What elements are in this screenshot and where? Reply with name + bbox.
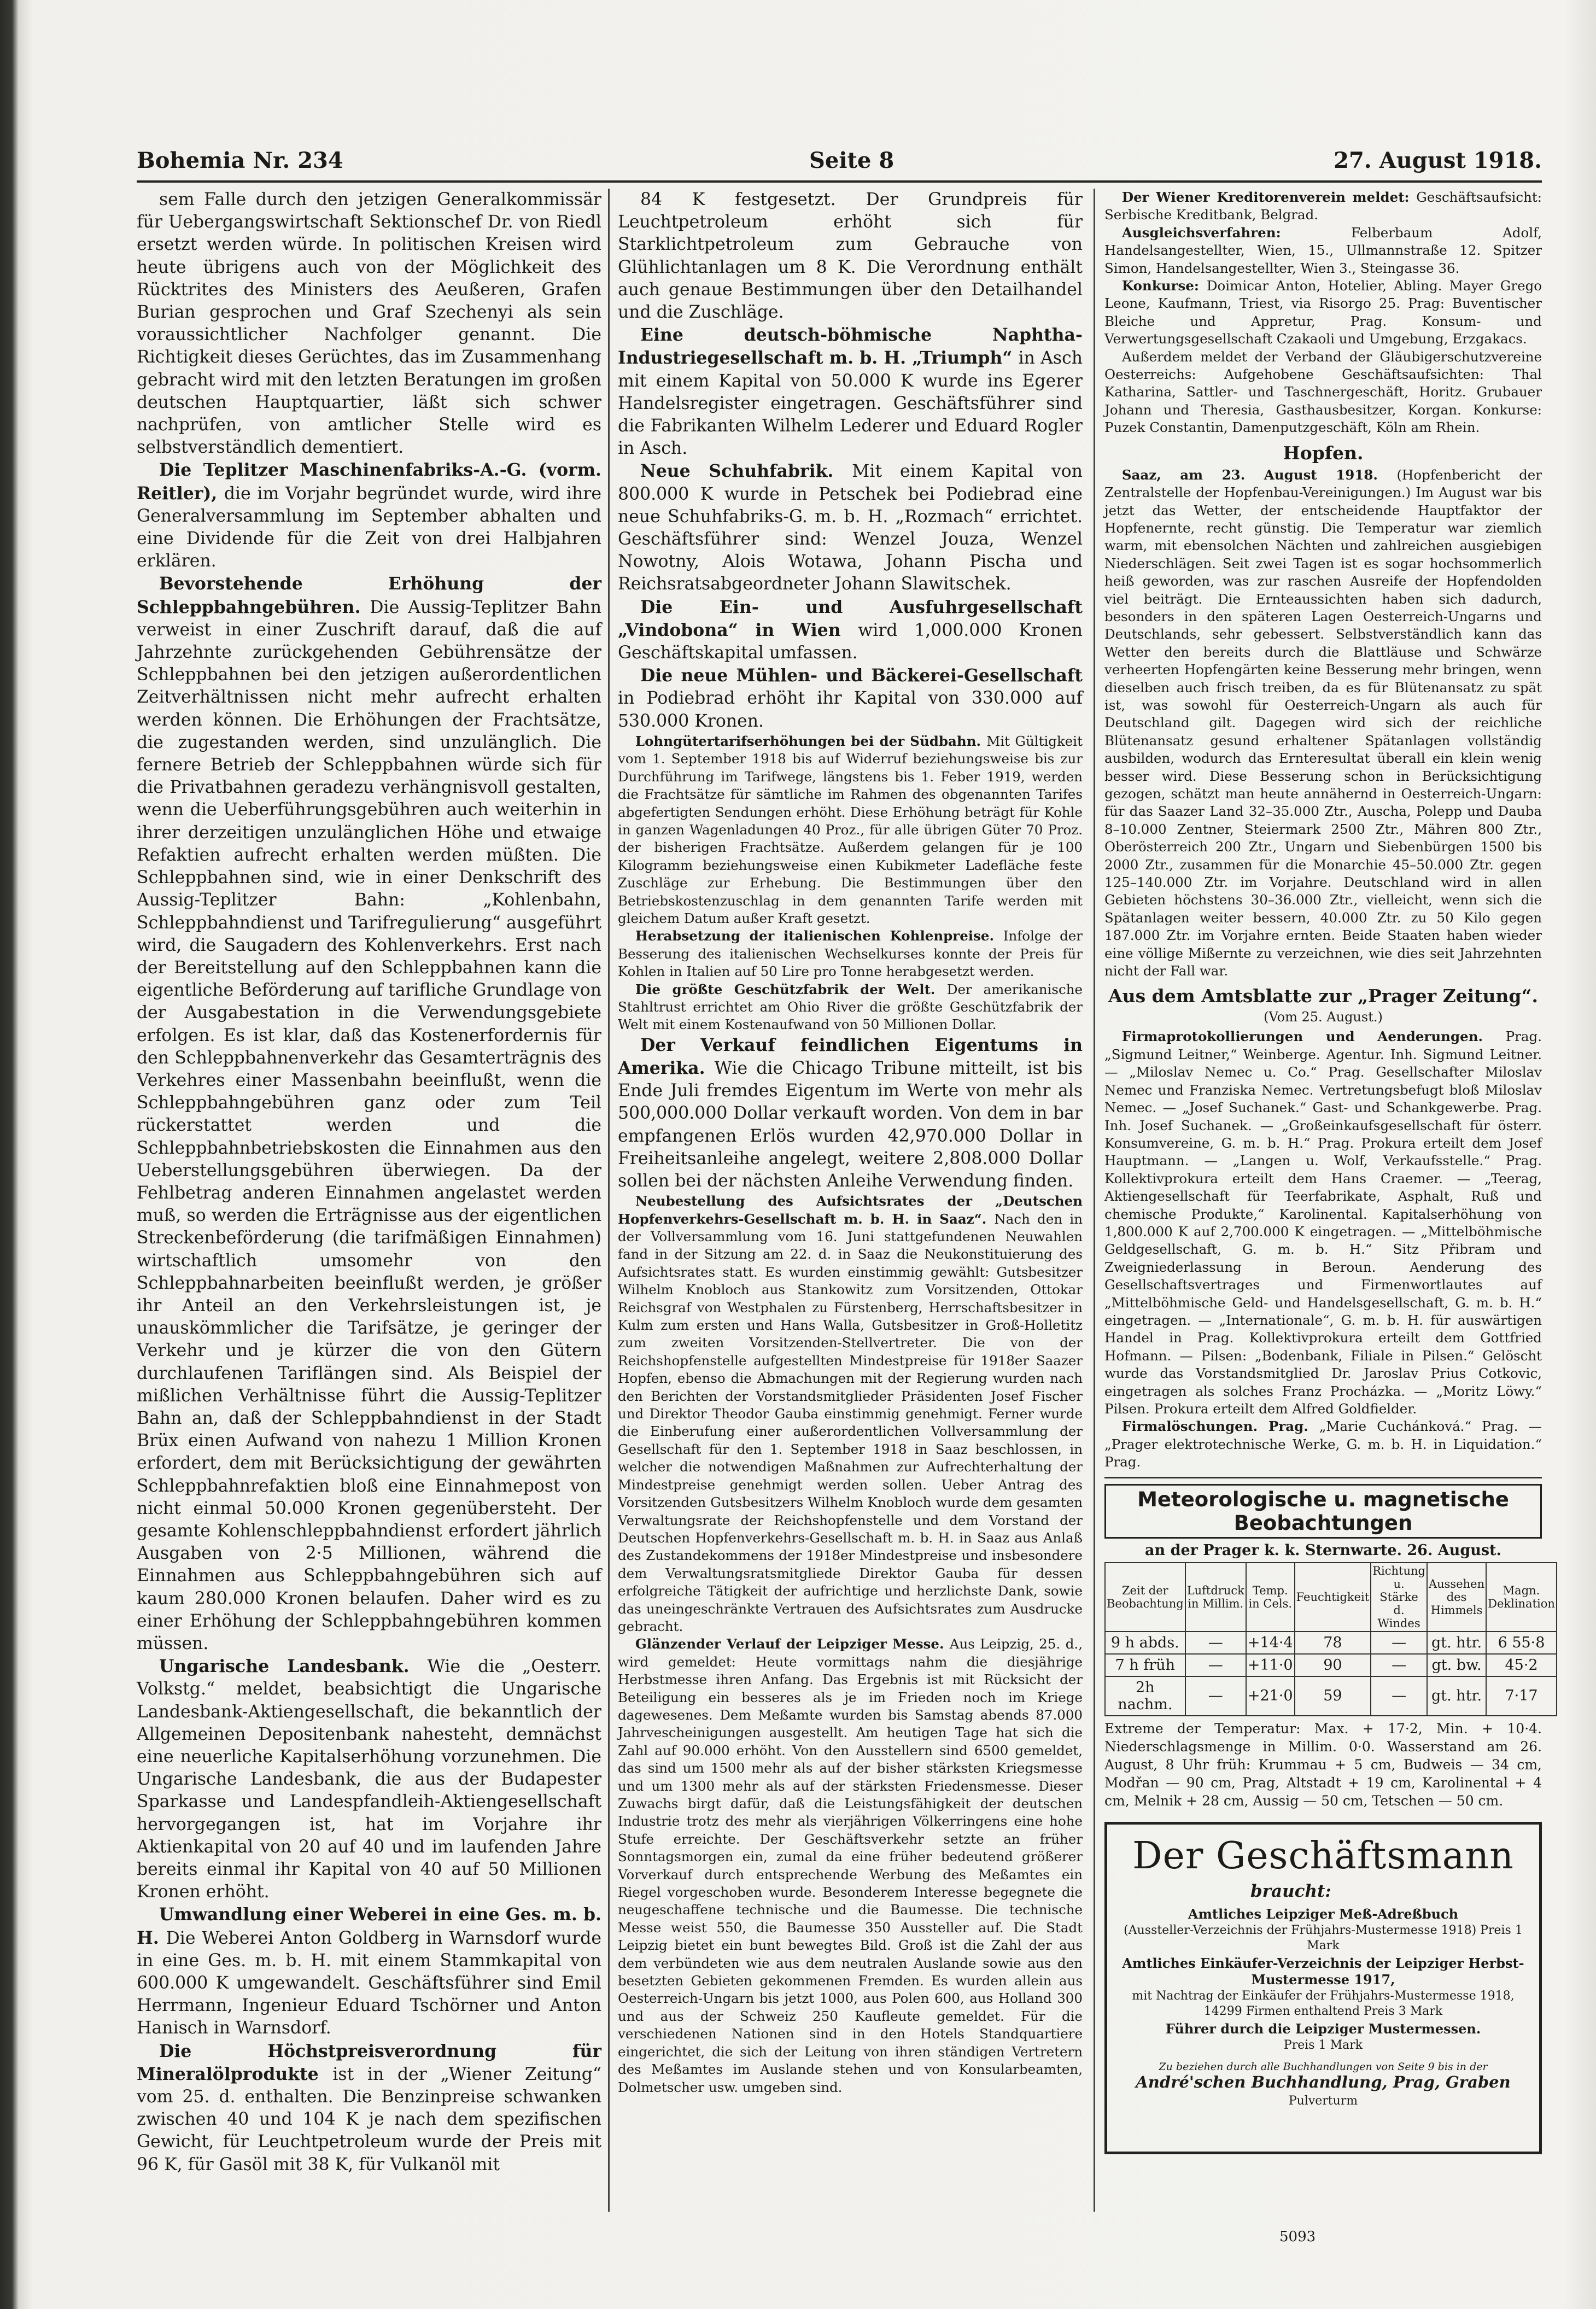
ad-subtitle: braucht: [1250,1881,1331,1901]
article-text: Die Weberei Anton Goldberg in Warnsdorf wurde in eine Ges. m. b. H. mit einem Stammkapital von 600.000 K umgewandelt. Geschäftsführer sind Emil Herrmann, Ingenieur Eduard Tschörner und Anton Hanisch in Warnsdorf. [137,1928,601,2038]
article-text: die im Vorjahr begründet wurde, wird ihre Generalversammlung im September abhalten und eine Dividende für die Zeit von drei Halbjahren erklären. [137,483,601,571]
header-date: 27. August 1918. [1334,148,1542,173]
article-text: Wie die Chicago Tribune mitteilt, ist bis Ende Juli fremdes Eigentum im Werte von mehr als 500,000.000 Dollar verkauft worden. Von dem in bar empfangenen Erlös wurden 42,970.000 Dollar in Freiheitsanleihe angelegt, weitere 2,808.000 Dollar sollen bei der nächsten Anleihe Verwendung finden. [618,1058,1083,1191]
ad-item [1119,1907,1527,1954]
section-subheading: (Vom 25. August.) [1264,1009,1383,1025]
column-rule [608,189,610,2212]
article-text: Nach den in der Vollversammlung vom 16. Juni stattgefundenen Neuwahlen fand in der Sitzung am 22. d. in Saaz die Neukonstituierung des Aufsichtsrates statt. Es wurden einstimmig gewählt: Gutsbesitzer Wilhelm Knobloch aus Stankowitz zum Vorsitzenden, Ottokar Reichsgraf von Westphalen zu Fürstenberg, Herrschaftsbesitzer in Kulm zum ersten und Hans Walla, Gutsbesitzer in Groß-Holletitz zum zweiten Vorsitzenden-Stellvertreter. Die von der Reichshopfenstelle aufgestellten Mindestpreise für 1918er Saazer Hopfen, ebenso die Abmachungen mit der Regierung wurden nach den Berichten der Vorstandsmitglieder Präsidenten Josef Fischer und Direktor Theodor Gauba einstimmig genehmigt. Ferner wurde die Einberufung einer außerordentlichen Vollversammlung der Gesellschaft für den 1. September 1918 in Saaz beschlossen, in welcher die notwendigen Maßnahmen zur Aufrechterhaltung der Mindestpreise genehmigt werden sollen. Ueber Antrag des Vorsitzenden Gutsbesitzers Wilhelm Knobloch wurde dem gesamten Verwaltungsrate der Reichshopfenstelle und dem Vorstand der Deutschen Hopfenverkehrs-Gesellschaft m. b. H. in Saaz aus Anlaß des Zustandekommens der 1918er Mindestpreise und insbesondere dem Verwaltungsratsmitgliede Direktor Gauba für dessen erfolgreiche Tätigkeit der aufrichtige und herzlichste Dank, sowie das uneingeschränkte Vertrauen des Aufsichtsrates zum Ausdrucke gebracht. [618,1211,1083,1634]
article-headline: Die größte Geschützfabrik der Welt. [635,981,947,997]
meteo-subtitle: an der Prager k. k. Sternwarte. 26. August. [1145,1541,1501,1559]
column-3-articles [1104,189,1542,1471]
meteo-cell: — [1371,1654,1427,1676]
article-headline: Firmaprotokollierungen und Aenderungen. [1121,1028,1506,1045]
ad-item-detail: mit Nachtrag der Einkäufer der Frühjahrs-Mustermesse 1918, 14299 Firmen enthaltend Preis 3 Mark [1132,1989,1515,2018]
article-headline: Ausgleichsverfahren: [1121,224,1352,241]
ad-item-detail: (Aussteller-Verzeichnis der Frühjahrs-Mustermesse 1918) Preis 1 Mark [1124,1923,1523,1953]
meteo-cell: 45·2 [1486,1654,1557,1676]
article-headline: Konkurse: [1121,278,1207,294]
ad-item [1119,1956,1527,2019]
header-page: Seite 8 [809,148,895,173]
article-headline: Herabsetzung der italienischen Kohlenpreise. [635,928,1003,944]
meteo-cell: — [1371,1676,1427,1716]
meteo-header-cell: Luftdruck in Millim. [1185,1563,1246,1632]
header-issue: Bohemia Nr. 234 [137,148,343,173]
article-text: 84 K festgesetzt. Der Grundpreis für Leuchtpetroleum erhöht sich für Starklichtpetroleum zum Gebrauche von Glühlichtanlagen um 8 K. Die Verordnung enthält auch genaue Bestimmungen über den Detailhandel und die Zuschläge. [618,190,1083,323]
article-text: Geschäftsaufsicht: Serbische Kreditbank, Belgrad. [1104,189,1542,223]
article-text: Felberbaum Adolf, Handelsangestellter, Wien, 15., Ullmannstraße 12. Spitzer Simon, Handelsangestellter, Wien 3., Steingasse 36. [1104,224,1542,276]
article-paragraph [618,981,1083,1034]
article-paragraph [137,1655,601,1903]
meteo-note: Extreme der Temperatur: Max. + 17·2, Min. + 10·4. Niederschlagsmenge in Millim. 0·0. Wasserstand am 26. August, 8 Uhr früh: Krummau + 5 cm, Budweis — 34 cm, Modřan — 90 cm, Prag, Altstadt + 19 cm, Karolinental + 4 cm, Melnik + 28 cm, Aussig — 50 cm, Tetschen — 50 cm. [1104,1720,1542,1809]
article-text: Aus Leipzig, 25. d., wird gemeldet: Heute vormittags nahm die diesjährige Herbstmesse ihren Anfang. Das Ergebnis ist mit Rücksicht der Beteiligung ein besseres als je im Frieden noch im Kriege dagewesenes. Dem Meßamte wurden bis Samstag abends 87.000 Jahrvescheinigungen ausgestellt. Am heutigen Tage hat sich die Zahl auf 90.000 erhöht. Von den Ausstellern sind 6500 gemeldet, das sind um 1500 mehr als auf der bisher stärksten Kriegsmesse und um 1300 mehr als auf der stärksten Friedensmesse. Dieser Zuwachs birgt dafür, daß die Leistungsfähigkeit der deutschen Industrie trotz des mehr als vierjährigen Völkerringens eine hohe Stufe erreichte. Der Geschäftsverkehr setzte an früher Sonntagsmorgen ein, zumal da eine früher bedeutend größerer Vorverkauf durch entsprechende Werbung des Meßamtes ein Riegel vorgeschoben wurde. Besonderem Interesse begegnete die neugeschaffene technische und die Baumesse. Die technische Messe weist 550, die Baumesse 350 Aussteller auf. Die Stadt Leipzig bietet ein bunt bewegtes Bild. Groß ist die Zahl der aus dem verbündeten wie aus dem neutralen Auslande sowie aus den besetzten Gebieten gekommenen Fremden. Es wurden allein aus Oesterreich-Ungarn bis jetzt 1000, aus Polen 600, aus Holland 300 und aus der Schweiz 250 Kaufleute gemeldet. Für die verschiedenen Nationen sind in den Hotels Standquartiere eingerichtet, die sich der Leitung von ihren ständigen Vertretern des Meßamtes im Auslande stehen und von Konsularbeamten, Dolmetscher usw. umgeben sind. [618,1636,1083,2095]
article-headline: Saaz, am 23. August 1918. [1121,466,1397,483]
article-text: Prag. „Sigmund Leitner,“ Weinberge. Agentur. Inh. Sigmund Leitner. — „Miloslav Nemec u. Co.“ Prag. Gesellschafter Miloslav Nemec und Franziska Nemec. Vertretungsbefugt bloß Miloslav Nemec. — „Josef Suchanek.“ Gast- und Schankgewerbe. Prag. Inh. Josef Suchanek. — „Großeinkaufsgesellschaft für österr. Konsumvereine, G. m. b. H.“ Prag. Prokura erteilt dem Josef Hauptmann. — „Langen u. Wolf, Verkaufsstelle.“ Prag. Kollektivprokura erteilt dem Hans Craemer. — „Teerag, Aktiengesellschaft für Teerfabrikate, Asphalt, Ruß und chemische Produkte,“ Karolinental. Kapitalserhöhung von 1,800.000 K auf 2,700.000 K eingetragen. — „Mittelböhmische Geldgesellschaft, G. m. b. H.“ Sitz Přibram und Zweigniederlassung in Beroun. Aenderung des Gesellschaftsvertrages und Firmenwortlautes auf „Mittelböhmische Geld- und Handelsgesellschaft, G. m. b. H.“ eingetragen. — „Internationale“, G. m. b. H. für auswärtigen Handel in Prag. Kollektivprokura erteilt dem Gottfried Hofmann. — Pilsen: „Bodenbank, Filiale in Pilsen.“ Gelöscht wurde das Vorstandsmitglied Dr. Jaroslav Prius Cotkovic, eingetragen als solches Franz Procházka. — „Moritz Löwy.“ Pilsen. Prokura erteilt dem Alfred Goldfielder. [1104,1028,1542,1417]
page-number: 5093 [1279,2229,1316,2245]
article-text: Doimicar Anton, Hotelier, Abling. Mayer Grego Leone, Kaufmann, Triest, via Risorgo 25. Prag: Buventischer Bleiche und Appretur, Prag. Konsum- und Verwertungsgesellschaft Czakaoli und Umgebung, Erzgakacs. [1104,278,1542,347]
ad-title: Der Geschäftsmann [1132,1834,1514,1878]
meteo-title: Meteorologische u. magnetische Beobachtungen [1104,1484,1542,1539]
meteo-header-cell: Aussehen des Himmels [1427,1563,1486,1632]
ad-item-title: Amtliches Leipziger Meß-Adreßbuch [1188,1905,1459,1922]
article-text: in Podiebrad erhöht ihr Kapital von 330.000 auf 530.000 Kronen. [618,688,1083,731]
article-paragraph [1104,277,1542,348]
column-1 [137,189,601,2223]
section-rule [1104,1477,1542,1478]
meteo-cell: — [1185,1654,1246,1676]
article-headline: Bevorstehende Erhöhung der Schleppbahngebühren. [137,574,601,617]
article-paragraph [618,324,1083,460]
article-paragraph [618,927,1083,980]
article-text: wird 1,000.000 Kronen Geschäftskapital umfassen. [618,620,1083,663]
advertisement [1104,1822,1542,2154]
article-headline: Neue Schuhfabrik. [640,461,852,482]
article-headline: Die Ein- und Ausfuhrgesellschaft „Vindobona“ in Wien [618,597,1083,640]
article-text: Mit Gültigkeit vom 1. September 1918 bis auf Widerruf beziehungsweise bis zur Durchführung im Tarifwege, längstens bis 1. Feber 1919, werden die Frachtsätze für sämtliche im Rahmen des obgenannten Tarifes abgefertigten Sendungen erhöht. Diese Erhöhung beträgt für Kohle in ganzen Wagenladungen 40 Proz., für alle übrigen Güter 70 Proz. der bisherigen Frachtsätze. Außerdem gelangen für je 100 Kilogramm beziehungsweise einen Kubikmeter Ladefläche feste Zuschläge zur Erhebung. Die Bestimmungen über den Betriebskostenzuschlag in dem genannten Tarife werden mit gleichem Datum außer Kraft gesetzt. [618,733,1083,926]
article-paragraph [137,2040,601,2176]
meteo-cell: — [1185,1676,1246,1716]
article-paragraph [1104,1418,1542,1471]
section-heading: Hopfen. [1283,442,1364,464]
meteo-cell: gt. bw. [1427,1654,1486,1676]
article-headline: Die neue Mühlen- und Bäckerei-Gesellschaft [640,665,1083,686]
article-paragraph [1104,189,1542,224]
meteo-table [1104,1562,1557,1716]
article-paragraph [618,1034,1083,1193]
ad-bookshop-address: Pulverturm [1288,2094,1358,2108]
article-text: Wie die „Oesterr. Volkstg.“ meldet, beabsichtigt die Ungarische Landesbank-Aktiengesellschaft, die bekanntlich der Allgemeinen Depositenbank nahesteht, demnächst eine neuerliche Kapitalserhöhung vorzunehmen. Die Ungarische Landesbank, die aus der Budapester Sparkasse und Landespfandleih-Aktiengesellschaft hervorgegangen ist, hat im Vorjahre ihr Aktienkapital von 20 auf 40 und im laufenden Jahre bereits einmal ihr Kapital von 40 auf 50 Millionen Kronen erhöht. [137,1657,601,1902]
meteo-header-row [1105,1563,1557,1632]
article-paragraph [137,189,601,459]
meteo-cell: 78 [1295,1632,1371,1654]
article-paragraph [137,1903,601,2039]
ad-item-title: Führer durch die Leipziger Mustermessen. [1165,2020,1481,2037]
article-headline: Glänzender Verlauf der Leipziger Messe. [635,1636,950,1652]
meteo-header-cell: Magn. Deklination [1486,1563,1557,1632]
header-rule [137,180,1542,183]
article-paragraph [618,1193,1083,1635]
page-header [137,143,1542,178]
ad-items [1119,1907,1527,2053]
meteo-cell: gt. htr. [1427,1676,1486,1716]
article-paragraph [1104,224,1542,277]
article-headline: Der Wiener Kreditorenverein meldet: [1121,189,1417,205]
meteo-cell: +21·0 [1246,1676,1295,1716]
article-headline: Umwandlung einer Weberei in eine Ges. m. b. H. [137,1904,601,1948]
meteo-cell: 9 h abds. [1105,1632,1185,1654]
article-headline: Neubestellung des Aufsichtsrates der „Deutschen Hopfenverkehrs-Gesellschaft m. b. H. in Saaz“. [618,1193,1083,1227]
article-paragraph [618,460,1083,595]
ad-footer-note: Zu beziehen durch alle Buchhandlungen von Seite 9 bis in der [1159,2060,1488,2073]
meteo-row [1105,1676,1557,1716]
meteo-cell: — [1371,1632,1427,1654]
article-paragraph [618,1635,1083,2096]
meteo-cell: +14·4 [1246,1632,1295,1654]
meteo-header-cell: Feuchtigkeit [1295,1563,1371,1632]
article-paragraph [1104,348,1542,437]
article-text: Infolge der Besserung des italienischen Wechselkurses konnte der Preis für Kohlen in Italien auf 50 Lire pro Tonne herabgesetzt werden. [618,928,1083,980]
meteo-header-cell: Temp. in Cels. [1246,1563,1295,1632]
meteo-body [1105,1632,1557,1716]
ad-item-title: Amtliches Einkäufer-Verzeichnis der Leipziger Herbst-Mustermesse 1917, [1122,1955,1524,1988]
article-text: in Asch mit einem Kapital von 50.000 K wurde ins Egerer Handelsregister eingetragen. Geschäftsführer sind die Fabrikanten Wilhelm Lederer und Eduard Rogler in Asch. [618,348,1083,459]
column-3 [1104,189,1555,2223]
meteo-header-cell: Richtung u. Stärke d. Windes [1371,1563,1427,1632]
column-2 [618,189,1083,2223]
meteo-cell: 90 [1295,1654,1371,1676]
article-paragraph [618,733,1083,927]
ad-bookshop: André'schen Buchhandlung, Prag, Graben [1136,2072,1511,2091]
meteo-cell: 59 [1295,1676,1371,1716]
article-text: sem Falle durch den jetzigen Generalkommissär für Uebergangswirtschaft Sektionschef Dr. von Riedl ersetzt werden würde. In politischen Kreisen wird heute übrigens auch von der Möglichkeit des Rücktrites des Ministers des Aeußeren, Grafen Burian gesprochen und Graf Szechenyi als sein voraussichtlicher Nachfolger genannt. Die Richtigkeit dieses Gerüchtes, das im Zusammenhang gebracht wird mit den letzten Beratungen im großen deutschen Hauptquartier, läßt sich schwer nachprüfen, von amtlicher Stelle wird es selbstverständlich dementiert. [137,190,601,458]
article-text: Die Aussig-Teplitzer Bahn verweist in einer Zuschrift darauf, daß die auf Jahrzehnte zurückgehenden Gebührensätze der Schleppbahnen bei den jetzigen außerordentlichen Zeitverhältnissen nicht mehr aufrecht erhalten werden können. Die Erhöhungen der Frachtsätze, die zugestanden werden, sind unzulänglich. Die fernere Betrieb der Schleppbahnen würde sich für die Privatbahnen geradezu verhängnisvoll gestalten, wenn die Ueberführungsgebühren auch weiterhin in ihrer derzeitigen unzulänglichen Höhe und etwaige Refaktien aufrecht erhalten werden müßten. Die Schleppbahnen sind, wie in einer Denkschrift des Aussig-Teplitzer Bahn: „Kohlenbahn, Schleppbahndienst und Tarifregulierung“ ausgeführt wird, die Saugadern des Kohlenverkehrs. Erst nach der Bereitstellung auf den Schleppbahnen kann die eigentliche Beförderung auf tarifliche Grundlage von der Ausgabestation in die Verwendungsgebiete erfolgen. Es ist klar, daß das Kostenerfordernis für den Schleppbahnenverkehr das Gesamterträgnis des Verkehres einer Massenbahn beeinflußt, wenn die Schleppbahngebühren ganz oder zum Teil rückerstattet werden und die Schleppbahnbetriebskosten die Einnahmen aus den Ueberstellungsgebühren überwiegen. Da der Fehlbetrag anderen Einnahmen angelastet werden muß, so werden die Erträgnisse aus der eigentlichen Streckenbeförderung (die tarifmäßigen Einnahmen) wirtschaftlich umsomehr von den Schleppbahnarbeiten beeinflußt werden, je größer ihr Anteil an den Verkehrsleistungen ist, je unauskömmlicher die Tarifsätze, je geringer der Verkehr und je kürzer die von den Gütern durchlaufenen Tariflängen sind. Als Beispiel der mißlichen Verhältnisse führt die Aussig-Teplitzer Bahn an, daß der Schleppbahndienst in der Stadt Brüx einen Aufwand von nahezu 1 Million Kronen erfordert, dem mit Berücksichtigung der gewährten Schleppbahnrefaktien bloß eine Einnahmepost von nicht einmal 50.000 Kronen gegenübersteht. Der gesamte Kohlenschleppbahndienst erfordert jährlich Ausgaben von 2·5 Millionen, während die Einnahmen aus Schleppbahngebühren sich auf kaum 280.000 Kronen belaufen. Daher wird es zu einer Erhöhung der Schleppbahngebühren kommen müssen. [137,597,601,1653]
meteo-cell: — [1185,1632,1246,1654]
ad-item-detail: Preis 1 Mark [1283,2038,1363,2052]
article-text: Außerdem meldet der Verband der Gläubigerschutzvereine Oesterreichs: Aufgehobene Geschäftsaufsichten: Thal Katharina, Sattler- und Taschnergeschäft, Horitz. Grubauer Johann und Theresia, Gasthausbesitzer, Korgan. Konkurse: Puzek Constantin, Damenputzgeschäft, Köln am Rhein. [1104,348,1542,436]
article-text: (Hopfenbericht der Zentralstelle der Hopfenbau-Vereinigungen.) Im August war bis jetzt das Wetter, der entscheidende Hauptfaktor der Hopfenernte, recht günstig. Die Temperatur war ziemlich warm, mit ebensolchen Nächten und zahlreichen ausgiebigen Niederschlägen. Seit zwei Tagen ist es sogar hochsommerlich heiß geworden, was zur raschen Ausreife der Hopfendolden viel beiträgt. Die Ernteaussichten haben sich dadurch, besonders in den späteren Lagen Oesterreich-Ungarns und Deutschlands, sehr gebessert. Selbstverständlich kann das Wetter den bereits durch die Blattläuse und Schwärze verheerten Hopfengärten keine Besserung mehr bringen, wenn dieselben auch frisch treiben, da es für Blütenansatz zu spät ist, was sowohl für Oesterreich-Ungarn als auch für Deutschland gilt. Dagegen wird sich der reichliche Blütenansatz gesund erhaltener Spätanlagen vollständig ausbilden, wodurch das Ernteresultat überall ein klein wenig besser wird. Diese Besserung schon in Berücksichtigung gezogen, schätzt man heute annähernd in Oesterreich-Ungarn: für das Saazer Land 32–35.000 Ztr., Auscha, Polepp und Dauba 8–10.000 Zentner, Steiermark 2500 Ztr., Mähren 800 Ztr., Oberösterreich 200 Ztr., Ungarn und Siebenbürgen 1500 bis 2000 Ztr., zusammen für die Monarchie 45–50.000 Ztr. gegen 125–140.000 Ztr. im Vorjahre. Deutschland wird in allen Gebieten höchstens 30–36.000 Ztr., vielleicht, wenn sich die Spätanlagen weiter bessern, 40.000 Ztr. zu 50 Kilo gegen 187.000 Ztr. im Vorjahre ernten. Beide Staaten haben wieder eine völlige Mißernte zu verzeichnen, wie dies seit Jahrzehnten nicht der Fall war. [1104,466,1542,979]
article-text: Der amerikanische Stahltrust errichtet am Ohio River die größte Geschützfabrik der Welt mit einem Kostenaufwand von 50 Millionen Dollar. [618,981,1083,1033]
article-text: „Marie Cuchánková.“ Prag. — „Prager elektrotechnische Werke, G. m. b. H. in Liquidation.“ Prag. [1104,1418,1542,1470]
meteo-cell: 2h nachm. [1105,1676,1185,1716]
meteo-cell: 7 h früh [1105,1654,1185,1676]
article-paragraph [618,664,1083,733]
article-headline: Die Teplitzer Maschinenfabriks-A.-G. (vorm. Reitler), [137,460,601,504]
article-headline: Firmalöschungen. Prag. [1121,1418,1319,1435]
section-heading: Aus dem Amtsblatte zur „Prager Zeitung“. [1108,985,1538,1007]
column-rule [1094,189,1095,2212]
article-paragraph [618,189,1083,324]
article-text: ist in der „Wiener Zeitung“ vom 25. d. enthalten. Die Benzinpreise schwanken zwischen 40 und 104 K je nach dem spezifischen Gewicht, für Leuchtpetroleum wurde der Preis mit 96 K, für Gasöl mit 38 K, für Vulkanöl mit [137,2064,601,2174]
article-paragraph [137,459,601,572]
article-headline: Der Verkauf feindlichen Eigentums in Amerika. [618,1034,1083,1078]
meteo-cell: 6 55·8 [1486,1632,1557,1654]
meteo-cell: +11·0 [1246,1654,1295,1676]
meteo-row [1105,1632,1557,1654]
meteo-header-cell: Zeit der Beobachtung [1105,1563,1185,1632]
meteo-cell: 7·17 [1486,1676,1557,1716]
meteo-row [1105,1654,1557,1676]
article-paragraph [618,596,1083,665]
article-paragraph [1104,1028,1542,1418]
article-text: Mit einem Kapital von 800.000 K wurde in Petschek bei Podiebrad eine neue Schuhfabriks-G. m. b. H. „Rozmach“ errichtet. Geschäftsführer sind: Wenzel Jouza, Wenzel Nowotny, Alois Wotawa, Johann Pischa und Reichsratsabgeordneter Johann Slawitschek. [618,461,1083,594]
article-headline: Lohngütertarifserhöhungen bei der Südbahn. [635,733,987,749]
ad-item [1119,2021,1527,2053]
article-headline: Ungarische Landesbank. [159,1656,428,1677]
article-headline: Die Höchstpreisverordnung für Mineralölprodukte [137,2041,601,2084]
article-paragraph [137,572,601,1655]
article-paragraph [1104,466,1542,980]
article-headline: Eine deutsch-böhmische Naphtha-Industriegesellschaft m. b. H. „Triumph“ [618,325,1083,369]
meteo-cell: gt. htr. [1427,1632,1486,1654]
